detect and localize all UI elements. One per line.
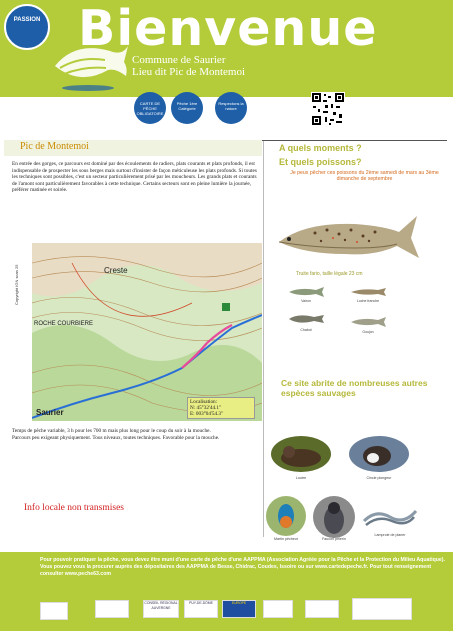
lieu-label: Lieu dit Pic de Montemoi <box>132 66 246 78</box>
site-abrite-text: Ce site abrite de nombreuses autres espèces sauvages <box>281 378 428 398</box>
partner-logo-2 <box>95 600 129 618</box>
localisation-title: Localisation: <box>190 399 218 405</box>
localisation-box <box>187 397 255 419</box>
localisation-n: N: 45°32'44.1" <box>190 405 222 411</box>
map-copyright: Copyright IGN scan 25 <box>14 264 19 305</box>
temps-paragraph <box>12 428 258 441</box>
cincle-photo <box>349 436 409 472</box>
lamproie-illustration <box>362 503 418 529</box>
footer-text: Pour pouvoir pratiquer la pêche, vous devez être muni d'une carte de pêche d'une AAPPMA (Association Agréée pour la Pêche et la Protection du Milieu Aquatique). Vous pouvez vous la procurer auprès des dépositaires des AAPPMA de Besse, Chidrac, Coudes, Issoire ou sur www.cartedepeche.fr. Pour tout renseignement consulter www.peche63.com <box>40 557 445 577</box>
federation-logo <box>40 602 68 620</box>
question-moments: A quels moments ? <box>279 143 362 153</box>
loutre-caption: Loutre <box>295 476 307 480</box>
column-divider <box>263 141 264 537</box>
passion-logo <box>4 4 50 50</box>
badge-premiere-categorie <box>171 92 203 124</box>
badge-carte-peche <box>134 92 166 124</box>
map-label-saurier: Saurier <box>36 408 64 417</box>
badge-respect-nature <box>215 92 247 124</box>
vairon-icon <box>288 286 326 298</box>
europe-logo: EUROPE <box>222 600 256 618</box>
question-poissons: Et quels poissons? <box>279 157 362 167</box>
cincle-caption: Cincle plongeur <box>366 476 392 480</box>
faucon-caption: Faucon pèlerin <box>322 537 346 541</box>
localisation-e: E: 003°04'54.3" <box>190 411 224 417</box>
map-label-roche: ROCHE COURBIERE <box>34 321 94 327</box>
parcours-text: Parcours peu exigeant physiquement. Tous niveaux, toutes techniques. Favorable pour la mouche. <box>12 434 220 441</box>
badge-label: CARTE DE PÊCHE OBLIGATOIRE <box>136 101 164 116</box>
conseil-regional-logo: CONSEIL RÉGIONAL AUVERGNE <box>143 600 179 618</box>
qr-code-icon[interactable] <box>311 92 345 126</box>
info-locale: Info locale non transmises <box>24 503 124 513</box>
martin-pecheur-photo <box>266 496 306 536</box>
trout-caption: Truite fario, taille légale 23 cm <box>296 271 363 277</box>
goujon-icon <box>350 316 388 328</box>
badge-label: Pêche 1ère Catégorie <box>176 101 198 111</box>
chabot-caption: Chabot <box>300 328 312 332</box>
topographic-map[interactable] <box>32 243 262 421</box>
loche-icon <box>350 286 388 298</box>
intro-paragraph: En entrée des gorges, ce parcours est dominé par des écoulements de radiers, plats courants et plats profonds, il est indispensable de prospecter les sous berges mais surtout d'insister de façon méticuleuse les plats profonds. Si toutes les techniques sont possibles, c'est un secteur particulièrement prisé par les moucheurs. Les grands plats et courants de l'amont sont particulièrement favorables à cette technique. Certains secteurs sont en pleine lumière la journée, préférer matinée et soirée. <box>12 161 257 193</box>
loutre-photo <box>271 436 331 472</box>
partner-logo-6 <box>263 600 293 618</box>
page-title: Bienvenue <box>78 0 378 57</box>
goujon-caption: Goujon <box>362 330 374 334</box>
martin-pecheur-caption: Martin pêcheur <box>274 537 298 541</box>
loche-caption: Loche franche <box>356 299 380 303</box>
partner-logo-8 <box>352 598 412 620</box>
faucon-photo <box>313 496 355 538</box>
lamproie-caption: Lamproie de planer <box>374 533 406 537</box>
logo-text: PASSION <box>13 17 41 23</box>
chabot-icon <box>288 313 326 325</box>
commune-label: Commune de Saurier <box>132 54 226 66</box>
trout-illustration <box>275 208 420 266</box>
badge-label: Respectons la nature <box>218 101 244 111</box>
vairon-caption: Vairon <box>301 299 311 303</box>
puy-de-dome-logo: PUY-DE-DÔME <box>184 600 218 618</box>
peche-period-text: Je peux pêcher ces poissons du 2ème samedi de mars au 3ème dimanche de septembre <box>290 170 439 183</box>
section-title: Pic de Montemoi <box>20 141 89 152</box>
map-label-creste: Creste <box>104 266 128 275</box>
partner-logo-7 <box>305 600 339 618</box>
temps-text: Temps de pêche variable, 3 h pour les 700 m mais plus long pour le coup du soir à la mouche. <box>12 428 211 434</box>
